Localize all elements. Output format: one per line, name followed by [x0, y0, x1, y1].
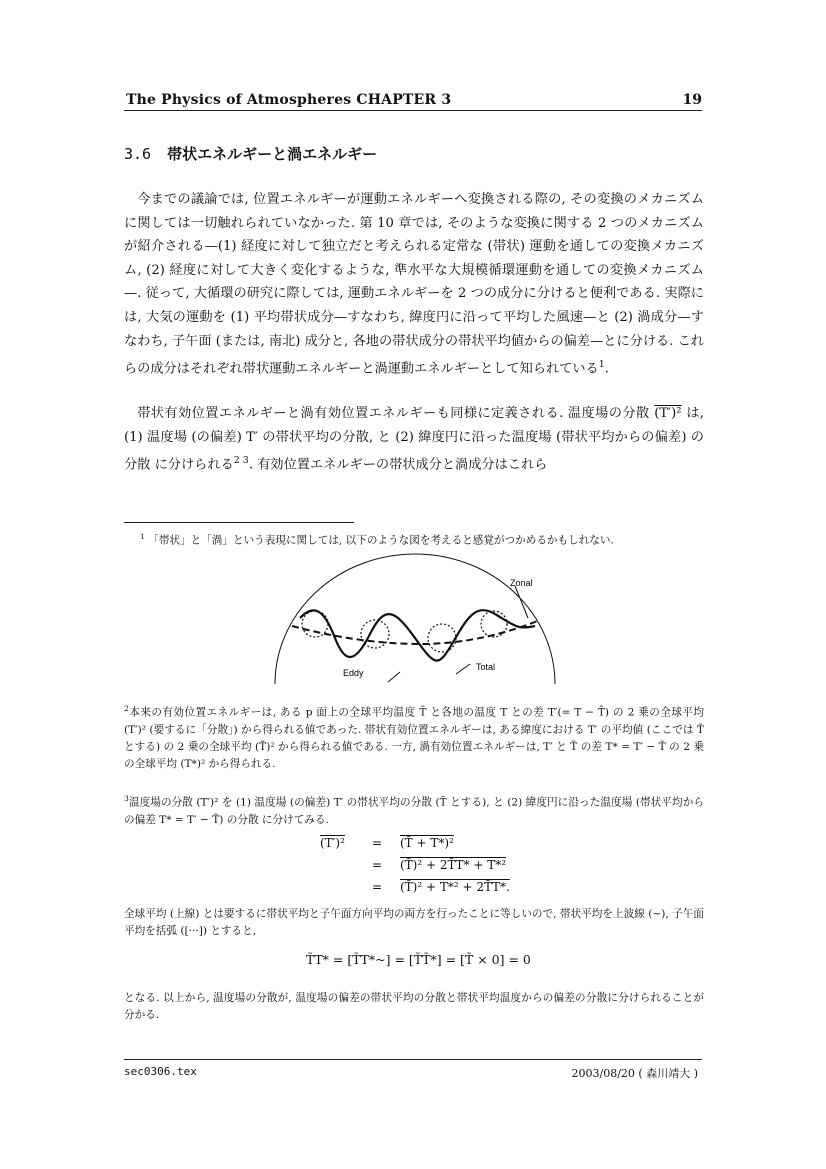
paragraph-2-text-a: 帯状有効位置エネルギーと渦有効位置エネルギーも同様に定義される. 温度場の分散	[137, 406, 655, 421]
label-total: Total	[476, 662, 496, 672]
eddy-circle-1	[302, 611, 328, 637]
footer-rule	[124, 1059, 702, 1060]
variance-symbol: (T′)²	[654, 406, 682, 421]
footnote-2-text: 本来の有効位置エネルギーは, ある p 面上の全球平均温度 T̄ と各地の温度 T との差 T′(= T − T̄) の 2 乗の全球平均 (T′)² (要するに「分散」) から得られる値であった. 帯状有効位置エネルギーは, ある緯度における T′ の平均値 (ここでは T̃ とする) の 2 乗の全球平均 (T̃)² から得られる値である. 一方, 渦有効位置エネルギーは, T′ と T̃ の差 T* = T′ − T̃ の 2 乗の全球平均 (T*)² から得られる.	[124, 706, 704, 770]
paragraph-2	[124, 402, 704, 477]
eq-row1-rhs: (T̃ + T*)²	[400, 836, 454, 850]
globe-outline	[275, 554, 555, 684]
eq-row3-rhs: (T̃)² + T*² + 2T̃T*.	[400, 880, 510, 894]
footnote-1-text: 「帯状」と「渦」という表現に関しては, 以下のような図を考えると感覚がつかめるかもしれない.	[148, 534, 614, 547]
section-title: 帯状エネルギーと渦エネルギー	[167, 145, 378, 163]
footnote-ref-1[interactable]: 1	[598, 359, 605, 371]
footnote-rule	[124, 522, 354, 523]
zonal-eddy-figure	[270, 552, 560, 684]
footnote-3-mark: 3	[124, 794, 129, 803]
footnote-ref-2-3[interactable]: 2 3	[233, 455, 249, 467]
footnote-1	[124, 528, 704, 550]
paragraph-2-text-b: は, (1) 温度場 (の偏差) T′ の帯状平均の分散, と (2) 緯度円に沿った温度場 (帯状平均からの偏差) の分散 に分けられる	[124, 406, 704, 473]
eq-row1-lhs: (T′)²	[320, 836, 345, 850]
footnote-3-continued: 全球平均 (上線) とは要するに帯状平均と子午面方向平均の両方を行ったことに等しいので, 帯状平均を上波線 (~), 子午面平均を括弧 ([···]) とすると,	[124, 908, 704, 937]
equation-line: T̃T* = [T̃T*~] = [T̃T̃*] = [T̃ × 0] = 0	[306, 952, 531, 967]
eq-row2-rhs: (T̃)² + 2T̃T* + T*²	[400, 858, 507, 872]
paragraph-1-text: 今までの議論では, 位置エネルギーが運動エネルギーへ変換される際の, その変換のメカニズムに関しては一切触れられていなかった. 第 10 章では, そのような変換に関する 2 つのメカニズムが紹介される—(1) 経度に対して独立だと考えられる定常な (帯状) 運動を通しての変換メカニズム, (2) 経度に対して大きく変化するような, 準水平な大規模循環運動を通しての変換メカニズム—. 従って, 大循環の研究に際しては, 運動エネルギーを 2 つの成分に分けると便利である. 実際には, 大気の運動を (1) 平均帯状成分—すなわち, 緯度円に沿って平均した風速—と (2) 渦成分—すなわち, 子午面 (または, 南北) 成分と, 各地の帯状成分の帯状平均値からの偏差—とに分ける. これらの成分はそれぞれ帯状運動エネルギーと渦運動エネルギーとして知られている	[124, 192, 704, 377]
label-eddy: Eddy	[343, 668, 364, 678]
footnote-3-conclusion: となる. 以上から, 温度場の分散が, 温度場の偏差の帯状平均の分散と帯状平均温度からの偏差の分散に分けられることが分かる.	[124, 992, 704, 1021]
label-zonal: Zonal	[510, 578, 533, 588]
footer-filename: sec0306.tex	[124, 1065, 197, 1078]
footnote-2	[124, 700, 704, 773]
paragraph-1-end: .	[604, 361, 609, 377]
section-heading	[124, 143, 377, 164]
footnote-3-text: 温度場の分散 (T′)² を (1) 温度場 (の偏差) T′ の帯状平均の分散 (T̃ とする), と (2) 緯度円に沿った温度場 (帯状平均からの偏差 T* = T′ − T̃) の分散 に分けてみる.	[124, 796, 704, 826]
page-number: 19	[682, 92, 702, 108]
section-number: 3.6	[124, 145, 152, 163]
paragraph-1	[124, 188, 704, 381]
footer-date-author: 2003/08/20 ( 森川靖大 )	[571, 1067, 698, 1080]
footnote-3	[124, 790, 704, 829]
footnote-2-mark: 2	[124, 704, 129, 713]
header-rule	[124, 110, 702, 111]
eq-row3-equals: =	[372, 880, 383, 894]
eq-row1-equals: =	[372, 836, 383, 850]
paragraph-2-text-c: . 有効位置エネルギーの帯状成分と渦成分はこれら	[248, 457, 548, 473]
eq-row2-equals: =	[372, 858, 383, 872]
footnote-1-mark: 1	[140, 532, 145, 541]
eddy-circle-3	[428, 624, 456, 652]
header-title: The Physics of Atmospheres CHAPTER 3	[126, 92, 452, 108]
